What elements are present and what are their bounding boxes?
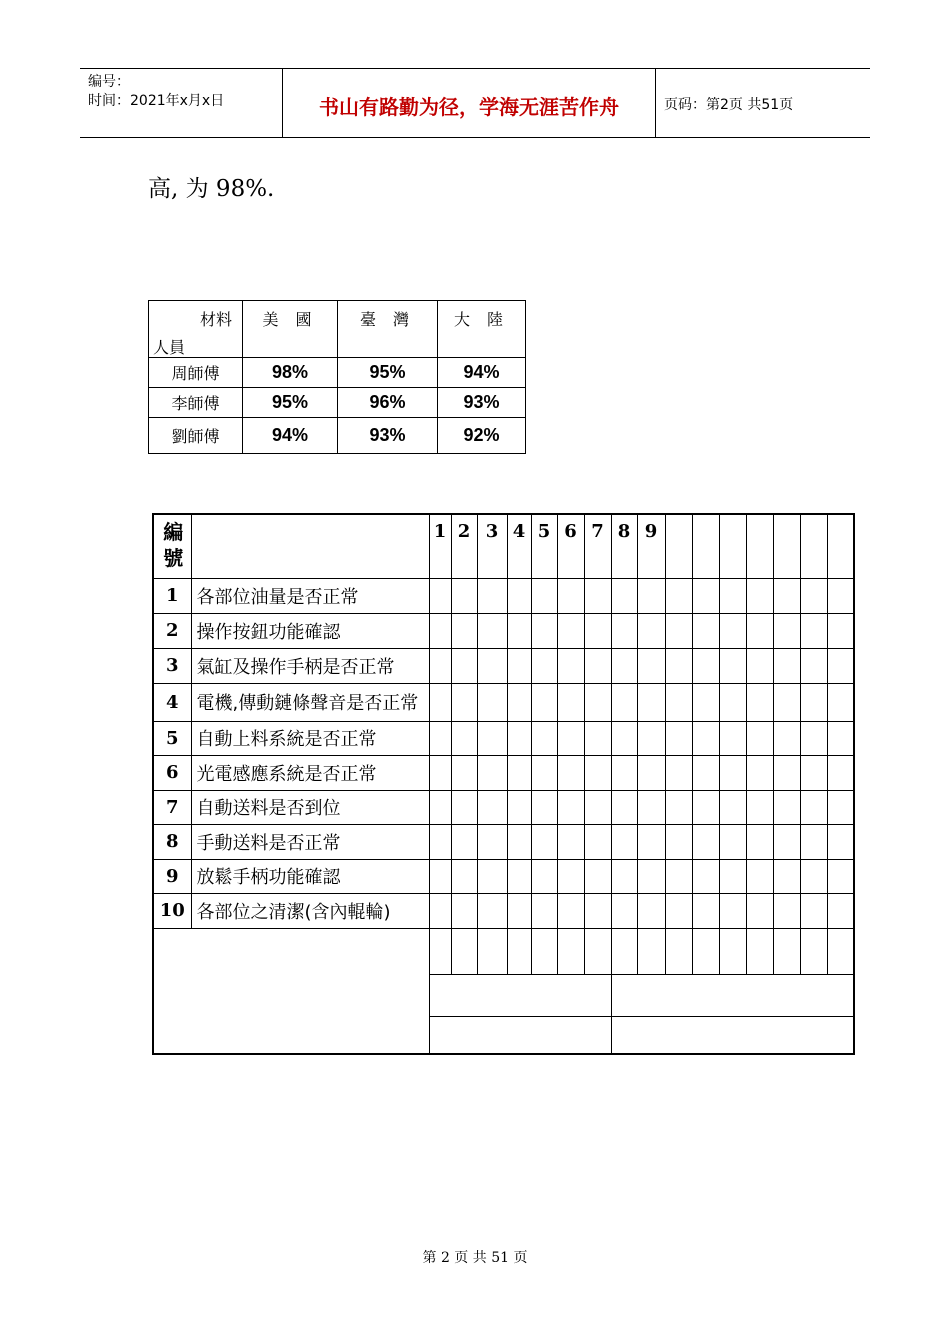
check-cell[interactable] bbox=[746, 859, 773, 893]
item-description: 放鬆手柄功能確認 bbox=[191, 859, 429, 893]
check-cell[interactable] bbox=[429, 824, 451, 859]
check-cell[interactable] bbox=[665, 893, 692, 928]
check-cell[interactable] bbox=[665, 859, 692, 893]
day-column-header: 3 bbox=[477, 514, 507, 578]
check-cell[interactable] bbox=[507, 755, 531, 790]
check-cell[interactable] bbox=[637, 824, 665, 859]
item-number: 2 bbox=[153, 613, 191, 648]
check-cell[interactable] bbox=[611, 824, 637, 859]
table-row bbox=[153, 893, 854, 928]
check-cell[interactable] bbox=[451, 824, 477, 859]
row-header: 李師傅 bbox=[149, 388, 243, 418]
check-cell[interactable] bbox=[557, 893, 584, 928]
item-number: 8 bbox=[153, 824, 191, 859]
check-cell[interactable] bbox=[637, 893, 665, 928]
check-cell[interactable] bbox=[719, 613, 746, 648]
check-cell[interactable] bbox=[531, 613, 557, 648]
check-cell[interactable] bbox=[507, 790, 531, 824]
item-number: 6 bbox=[153, 755, 191, 790]
fragment-text: 高, 为 98%. bbox=[148, 176, 275, 202]
check-cell[interactable] bbox=[429, 613, 451, 648]
check-cell[interactable] bbox=[827, 755, 854, 790]
check-cell[interactable] bbox=[531, 928, 557, 974]
check-cell[interactable] bbox=[665, 824, 692, 859]
check-cell[interactable] bbox=[584, 721, 611, 755]
check-cell[interactable] bbox=[477, 755, 507, 790]
check-cell[interactable] bbox=[557, 824, 584, 859]
check-cell[interactable] bbox=[584, 790, 611, 824]
rate-cell: 95% bbox=[243, 388, 338, 418]
day-column-header: 8 bbox=[611, 514, 637, 578]
check-cell[interactable] bbox=[531, 578, 557, 613]
check-cell[interactable] bbox=[451, 893, 477, 928]
check-cell[interactable] bbox=[692, 928, 719, 974]
check-cell[interactable] bbox=[746, 613, 773, 648]
table-row bbox=[153, 790, 854, 824]
rate-cell: 93% bbox=[438, 388, 526, 418]
check-cell[interactable] bbox=[692, 893, 719, 928]
check-cell[interactable] bbox=[477, 721, 507, 755]
check-cell[interactable] bbox=[477, 578, 507, 613]
corner-bottom-label: 人員 bbox=[153, 338, 186, 357]
table-row bbox=[153, 683, 854, 721]
check-cell[interactable] bbox=[800, 648, 827, 683]
check-cell[interactable] bbox=[637, 721, 665, 755]
signature-cell[interactable] bbox=[611, 1016, 854, 1054]
check-cell[interactable] bbox=[429, 790, 451, 824]
check-cell[interactable] bbox=[507, 859, 531, 893]
check-cell[interactable] bbox=[429, 859, 451, 893]
check-cell[interactable] bbox=[800, 613, 827, 648]
check-cell[interactable] bbox=[827, 824, 854, 859]
check-cell[interactable] bbox=[429, 721, 451, 755]
check-cell[interactable] bbox=[477, 683, 507, 721]
item-description: 各部位之清潔(含內輥輪) bbox=[191, 893, 429, 928]
check-cell[interactable] bbox=[507, 613, 531, 648]
rate-table bbox=[148, 300, 526, 454]
column-header: 美 國 bbox=[243, 301, 338, 358]
check-cell[interactable] bbox=[611, 755, 637, 790]
check-cell[interactable] bbox=[611, 721, 637, 755]
check-cell[interactable] bbox=[507, 648, 531, 683]
check-cell[interactable] bbox=[827, 578, 854, 613]
check-cell[interactable] bbox=[800, 755, 827, 790]
item-number: 7 bbox=[153, 790, 191, 824]
check-cell[interactable] bbox=[746, 928, 773, 974]
check-cell[interactable] bbox=[800, 859, 827, 893]
check-cell[interactable] bbox=[611, 578, 637, 613]
rate-cell: 95% bbox=[338, 358, 438, 388]
blank-area bbox=[153, 928, 429, 1054]
check-cell[interactable] bbox=[746, 683, 773, 721]
check-cell[interactable] bbox=[611, 859, 637, 893]
check-cell[interactable] bbox=[584, 928, 611, 974]
page-header bbox=[80, 68, 870, 138]
check-cell[interactable] bbox=[665, 790, 692, 824]
check-cell[interactable] bbox=[719, 648, 746, 683]
check-cell[interactable] bbox=[746, 790, 773, 824]
check-cell[interactable] bbox=[665, 613, 692, 648]
check-cell[interactable] bbox=[773, 578, 800, 613]
check-cell[interactable] bbox=[800, 578, 827, 613]
table-row bbox=[149, 388, 526, 418]
check-cell[interactable] bbox=[507, 893, 531, 928]
check-cell[interactable] bbox=[773, 613, 800, 648]
item-description: 電機,傳動鏈條聲音是否正常 bbox=[191, 683, 429, 721]
table-row bbox=[149, 418, 526, 454]
signature-cell[interactable] bbox=[429, 974, 611, 1016]
signature-cell[interactable] bbox=[429, 1016, 611, 1054]
check-cell[interactable] bbox=[637, 859, 665, 893]
check-cell[interactable] bbox=[637, 928, 665, 974]
check-cell[interactable] bbox=[773, 893, 800, 928]
check-cell[interactable] bbox=[692, 578, 719, 613]
check-cell[interactable] bbox=[451, 928, 477, 974]
check-cell[interactable] bbox=[451, 721, 477, 755]
day-column-header bbox=[719, 514, 746, 578]
check-cell[interactable] bbox=[665, 683, 692, 721]
item-description: 光電感應系統是否正常 bbox=[191, 755, 429, 790]
check-cell[interactable] bbox=[611, 648, 637, 683]
check-cell[interactable] bbox=[637, 755, 665, 790]
rate-cell: 93% bbox=[338, 418, 438, 454]
check-cell[interactable] bbox=[827, 790, 854, 824]
table-header-row bbox=[153, 514, 854, 578]
check-cell[interactable] bbox=[611, 613, 637, 648]
check-cell[interactable] bbox=[637, 613, 665, 648]
check-cell[interactable] bbox=[692, 683, 719, 721]
check-cell[interactable] bbox=[665, 928, 692, 974]
check-cell[interactable] bbox=[773, 859, 800, 893]
check-cell[interactable] bbox=[665, 578, 692, 613]
check-cell[interactable] bbox=[451, 613, 477, 648]
check-cell[interactable] bbox=[692, 755, 719, 790]
corner-top-label: 材料 bbox=[199, 310, 232, 329]
check-cell[interactable] bbox=[719, 755, 746, 790]
check-cell[interactable] bbox=[507, 683, 531, 721]
check-cell[interactable] bbox=[584, 859, 611, 893]
check-cell[interactable] bbox=[719, 824, 746, 859]
check-cell[interactable] bbox=[692, 790, 719, 824]
serial-header bbox=[153, 514, 191, 578]
check-cell[interactable] bbox=[719, 721, 746, 755]
table-row bbox=[153, 755, 854, 790]
table-row bbox=[153, 613, 854, 648]
check-cell[interactable] bbox=[584, 683, 611, 721]
table-row bbox=[153, 648, 854, 683]
item-number: 9 bbox=[153, 859, 191, 893]
check-cell[interactable] bbox=[773, 721, 800, 755]
item-description: 自動上料系統是否正常 bbox=[191, 721, 429, 755]
check-cell[interactable] bbox=[557, 721, 584, 755]
check-cell[interactable] bbox=[637, 683, 665, 721]
check-cell[interactable] bbox=[451, 578, 477, 613]
table-row bbox=[153, 721, 854, 755]
check-cell[interactable] bbox=[557, 928, 584, 974]
header-meta bbox=[88, 73, 224, 111]
check-cell[interactable] bbox=[507, 824, 531, 859]
check-cell[interactable] bbox=[746, 893, 773, 928]
check-cell[interactable] bbox=[451, 648, 477, 683]
corner-cell bbox=[149, 301, 243, 358]
check-cell[interactable] bbox=[746, 721, 773, 755]
check-cell[interactable] bbox=[477, 613, 507, 648]
check-cell[interactable] bbox=[477, 928, 507, 974]
check-cell[interactable] bbox=[531, 824, 557, 859]
check-cell[interactable] bbox=[773, 755, 800, 790]
check-cell[interactable] bbox=[800, 893, 827, 928]
check-cell[interactable] bbox=[827, 613, 854, 648]
item-number: 5 bbox=[153, 721, 191, 755]
serial-header-label: 編號 bbox=[163, 520, 184, 570]
check-cell[interactable] bbox=[611, 893, 637, 928]
check-cell[interactable] bbox=[557, 859, 584, 893]
check-cell[interactable] bbox=[773, 790, 800, 824]
check-cell[interactable] bbox=[584, 755, 611, 790]
day-column-header: 9 bbox=[637, 514, 665, 578]
page-info: 页码：第2页 共51页 bbox=[664, 97, 794, 113]
check-cell[interactable] bbox=[531, 721, 557, 755]
row-header: 劉師傅 bbox=[149, 418, 243, 454]
check-cell[interactable] bbox=[584, 648, 611, 683]
check-cell[interactable] bbox=[507, 578, 531, 613]
column-header: 大 陸 bbox=[438, 301, 526, 358]
check-cell[interactable] bbox=[557, 613, 584, 648]
check-cell[interactable] bbox=[429, 893, 451, 928]
rate-cell: 96% bbox=[338, 388, 438, 418]
check-cell[interactable] bbox=[531, 790, 557, 824]
check-cell[interactable] bbox=[477, 859, 507, 893]
check-cell[interactable] bbox=[611, 928, 637, 974]
check-cell[interactable] bbox=[692, 824, 719, 859]
check-cell[interactable] bbox=[451, 790, 477, 824]
check-cell[interactable] bbox=[746, 578, 773, 613]
check-cell[interactable] bbox=[531, 893, 557, 928]
rate-cell: 98% bbox=[243, 358, 338, 388]
check-cell[interactable] bbox=[507, 721, 531, 755]
check-cell[interactable] bbox=[507, 928, 531, 974]
signature-cell[interactable] bbox=[611, 974, 854, 1016]
check-cell[interactable] bbox=[746, 648, 773, 683]
check-cell[interactable] bbox=[557, 683, 584, 721]
check-cell[interactable] bbox=[827, 928, 854, 974]
item-number: 4 bbox=[153, 683, 191, 721]
check-cell[interactable] bbox=[665, 721, 692, 755]
item-header bbox=[191, 514, 429, 578]
day-column-header bbox=[827, 514, 854, 578]
day-column-header bbox=[665, 514, 692, 578]
check-cell[interactable] bbox=[800, 790, 827, 824]
table-row bbox=[153, 578, 854, 613]
check-cell[interactable] bbox=[451, 859, 477, 893]
rate-cell: 94% bbox=[243, 418, 338, 454]
check-cell[interactable] bbox=[429, 648, 451, 683]
check-cell[interactable] bbox=[429, 683, 451, 721]
page-footer bbox=[0, 1247, 950, 1267]
day-column-header: 2 bbox=[451, 514, 477, 578]
check-cell[interactable] bbox=[531, 755, 557, 790]
item-description: 各部位油量是否正常 bbox=[191, 578, 429, 613]
time-label: 时间：2021年x月x日 bbox=[88, 93, 225, 109]
check-cell[interactable] bbox=[451, 683, 477, 721]
item-description: 手動送料是否正常 bbox=[191, 824, 429, 859]
check-cell[interactable] bbox=[637, 578, 665, 613]
check-cell[interactable] bbox=[719, 790, 746, 824]
day-column-header: 4 bbox=[507, 514, 531, 578]
check-cell[interactable] bbox=[773, 683, 800, 721]
inspection-table bbox=[152, 513, 855, 1055]
check-cell[interactable] bbox=[746, 755, 773, 790]
check-cell[interactable] bbox=[773, 824, 800, 859]
check-cell[interactable] bbox=[531, 648, 557, 683]
day-column-header bbox=[800, 514, 827, 578]
item-number: 3 bbox=[153, 648, 191, 683]
check-cell[interactable] bbox=[800, 683, 827, 721]
day-column-header bbox=[692, 514, 719, 578]
check-cell[interactable] bbox=[692, 648, 719, 683]
check-cell[interactable] bbox=[429, 578, 451, 613]
check-cell[interactable] bbox=[451, 755, 477, 790]
check-cell[interactable] bbox=[827, 648, 854, 683]
check-cell[interactable] bbox=[773, 648, 800, 683]
check-cell[interactable] bbox=[665, 648, 692, 683]
check-cell[interactable] bbox=[692, 859, 719, 893]
check-cell[interactable] bbox=[637, 790, 665, 824]
check-cell[interactable] bbox=[429, 755, 451, 790]
column-header: 臺 灣 bbox=[338, 301, 438, 358]
day-column-header: 7 bbox=[584, 514, 611, 578]
check-cell[interactable] bbox=[719, 859, 746, 893]
check-cell[interactable] bbox=[692, 721, 719, 755]
check-cell[interactable] bbox=[429, 928, 451, 974]
check-cell[interactable] bbox=[584, 824, 611, 859]
table-row bbox=[153, 859, 854, 893]
check-cell[interactable] bbox=[531, 859, 557, 893]
check-cell[interactable] bbox=[719, 928, 746, 974]
check-cell[interactable] bbox=[584, 893, 611, 928]
check-cell[interactable] bbox=[477, 824, 507, 859]
number-label: 编号： bbox=[88, 74, 130, 90]
check-cell[interactable] bbox=[557, 790, 584, 824]
check-cell[interactable] bbox=[800, 824, 827, 859]
day-column-header bbox=[773, 514, 800, 578]
item-number: 1 bbox=[153, 578, 191, 613]
check-cell[interactable] bbox=[477, 790, 507, 824]
check-cell[interactable] bbox=[692, 613, 719, 648]
item-description: 操作按鈕功能確認 bbox=[191, 613, 429, 648]
check-cell[interactable] bbox=[477, 648, 507, 683]
check-cell[interactable] bbox=[827, 683, 854, 721]
check-cell[interactable] bbox=[611, 790, 637, 824]
table-row bbox=[153, 824, 854, 859]
check-cell[interactable] bbox=[719, 578, 746, 613]
row-header: 周師傅 bbox=[149, 358, 243, 388]
check-cell[interactable] bbox=[637, 648, 665, 683]
item-number: 10 bbox=[153, 893, 191, 928]
check-cell[interactable] bbox=[584, 613, 611, 648]
check-cell[interactable] bbox=[827, 893, 854, 928]
footer-page-info: 第 2 页 共 51 页 bbox=[422, 1250, 528, 1266]
check-cell[interactable] bbox=[557, 578, 584, 613]
check-cell[interactable] bbox=[531, 683, 557, 721]
item-description: 自動送料是否到位 bbox=[191, 790, 429, 824]
check-cell[interactable] bbox=[719, 893, 746, 928]
check-cell[interactable] bbox=[611, 683, 637, 721]
check-cell[interactable] bbox=[719, 683, 746, 721]
check-cell[interactable] bbox=[746, 824, 773, 859]
day-column-header bbox=[746, 514, 773, 578]
check-cell[interactable] bbox=[477, 893, 507, 928]
check-cell[interactable] bbox=[800, 928, 827, 974]
check-cell[interactable] bbox=[584, 578, 611, 613]
check-cell[interactable] bbox=[665, 755, 692, 790]
check-cell[interactable] bbox=[827, 859, 854, 893]
check-cell[interactable] bbox=[773, 928, 800, 974]
rate-cell: 94% bbox=[438, 358, 526, 388]
header-motto: 书山有路勤为径，学海无涯苦作舟 bbox=[319, 95, 619, 119]
rate-cell: 92% bbox=[438, 418, 526, 454]
item-description: 氣缸及操作手柄是否正常 bbox=[191, 648, 429, 683]
check-cell[interactable] bbox=[557, 755, 584, 790]
day-column-header: 1 bbox=[429, 514, 451, 578]
check-cell[interactable] bbox=[557, 648, 584, 683]
table-row bbox=[149, 358, 526, 388]
check-cell[interactable] bbox=[800, 721, 827, 755]
table-row bbox=[153, 928, 854, 974]
day-column-header: 5 bbox=[531, 514, 557, 578]
day-column-header: 6 bbox=[557, 514, 584, 578]
header-divider bbox=[655, 69, 656, 137]
check-cell[interactable] bbox=[827, 721, 854, 755]
